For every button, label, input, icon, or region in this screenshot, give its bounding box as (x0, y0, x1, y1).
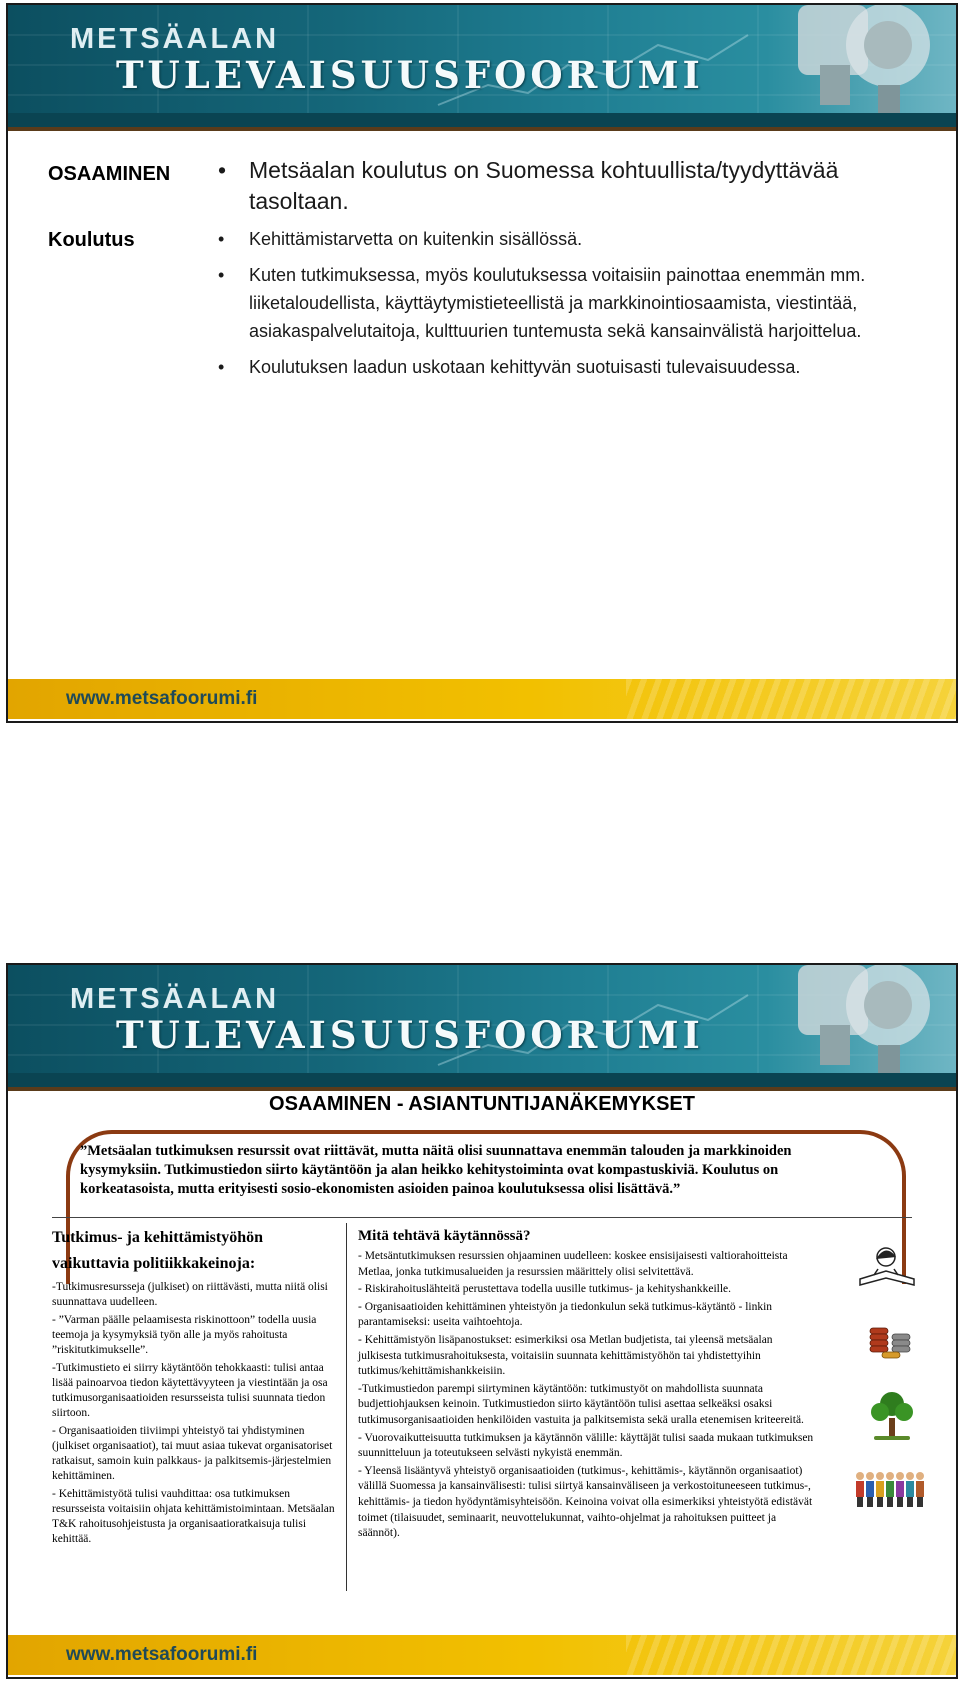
slide-2 (6, 963, 958, 1679)
list-item: - Kehittämistyön lisäpanostukset: esimerkiksi osa Metlan budjetista, tai yleensä metsäalan julkisesta tutkimusrahoituksesta, voitaisiin suunnata kehittämistyöhön tai yhdistettyihin tutkimus/kehittämishankkeisiin. (358, 1333, 773, 1378)
brand-line-2: TULEVAISUUSFOORUMI (116, 53, 704, 97)
list-item: - Vuorovaikutteisuutta tutkimuksen ja käytännön välille: käyttäjät tulisi saada mukaan tutkimuksen suunnitteluun ja toteutukseen selvästi nykyistä enemmän. (358, 1431, 814, 1460)
microscope-icon (798, 5, 930, 115)
header-banner (8, 5, 956, 131)
side-title: OSAAMINEN (48, 163, 171, 185)
slide-title: OSAAMINEN - ASIANTUNTIJANÄKEMYKSET (269, 1093, 695, 1115)
side-subtitle: Koulutus (48, 229, 135, 251)
divider (52, 1217, 912, 1218)
brand-line-1: METSÄALAN (70, 23, 280, 55)
list-item: - Kehittämistyötä tulisi vauhdittaa: osa tutkimuksen resursseista voitaisiin ohjata kehittämistoimintaan. Metsäalan T&K rahoitusohjeistusta ja organisaatioratkaisuja tulisi kehittää. (52, 1488, 335, 1545)
footer-url[interactable]: www.metsafoorumi.fi (66, 1644, 258, 1665)
footer-bar (8, 679, 956, 719)
people-group-icon (854, 1470, 926, 1510)
list-item: - Yleensä lisääntyvä yhteistyö organisaatioiden (tutkimus-, kehittämis-, käytännön organisaatiot) välillä Suomessa ja kansainvälisesti: tulisi siirtyä kansainväliseen ja verkostoituneeseen tutkimus-, kehittämis- ja tiedon hyödyntämisyhteisöön. Keinoina voivat olla esimerkiksi yhteistyötä edistävät toimet (tilaisuudet, seminaarit, neuvottelukunnat, vaihto-ohjelmat ja rahoituksen puitteet ja säännöt). (358, 1464, 813, 1540)
list-item: - Riskirahoituslähteitä perustettava todella uusille tutkimus- ja kehityshankkeille. (358, 1283, 732, 1296)
microscope-icon (798, 965, 930, 1075)
tree-icon (870, 1390, 914, 1442)
left-column (52, 1225, 337, 1547)
list-item: • Kehittämistarvetta on kuitenkin sisällössä. (218, 229, 583, 249)
column-divider (346, 1223, 347, 1591)
bullet-list (208, 155, 938, 389)
brand-line-1: METSÄALAN (70, 983, 280, 1015)
footer-bar (8, 1635, 956, 1675)
footer-url[interactable]: www.metsafoorumi.fi (66, 688, 258, 709)
expert-quote: ”Metsäalan tutkimuksen resurssit ovat riittävät, mutta näitä olisi suunnattava enemmän talouden ja markkinoiden kysymyksiin. Tutkimustiedon siirto käytäntöön ja alan heikko kehitystoiminta ovat kompastuskiviä. Koulutus on korkeatasoista, mutta erityisesti sosio-ekonomisten asioiden painoa koulutuksessa olisi lisättävä.” (80, 1143, 792, 1197)
list-item: - Organisaatioiden tiiviimpi yhteistyö tai yhdistyminen (julkiset organisaatiot), tai muut asiaa tukevat organisatoriset ratkaisut, samoin kuin palkkaus- ja palkitsemis-järjestelmien kehittäminen. (52, 1425, 333, 1482)
slide-1 (6, 3, 958, 723)
list-item: -Tutkimusresursseja (julkiset) on riittävästi, mutta niitä olisi suunnattava uudelleen. (52, 1281, 328, 1308)
left-heading-1: Tutkimus- ja kehittämistyöhön (52, 1229, 264, 1246)
list-item: • Koulutuksen laadun uskotaan kehittyvän suotuisasti tulevaisuudessa. (218, 357, 801, 377)
list-item: - ”Varman päälle pelaamisesta riskinottoon” todella uusia teemoja ja kysymyksiä työn alle ja myös rahoitusta ”riskitutkimukselle”. (52, 1314, 317, 1356)
list-item: -Tutkimustiedon parempi siirtyminen käytäntöön: tutkimustyöt on mahdollista suunnata budjettiohjauksen keinoin. Tutkimustiedon siirto käytäntöön tulisi asettaa selkeäksi osaksi tutkimusorganisaatioiden henkilöiden vastuita ja palkitsemista sekä uralla etenemisen kriteereitä. (358, 1382, 804, 1426)
right-heading: Mitä tehtävä käytännössä? (358, 1228, 531, 1244)
list-item: • Metsäalan koulutus on Suomessa kohtuullista/tyydyttävää tasoltaan. (218, 157, 839, 214)
right-column (358, 1225, 818, 1542)
header-banner (8, 965, 956, 1091)
left-heading-2: vaikuttavia politiikkakeinoja: (52, 1255, 256, 1272)
list-item: -Tutkimustieto ei siirry käytäntöön tehokkaasti: tulisi antaa lisää painoarvoa tiedon käytettävyyteen ja viestintään ja osa tutkimusorganisaatioiden resursseista tulisi suunnata tiedon siirtoon. (52, 1362, 328, 1419)
list-item: - Organisaatioiden kehittäminen yhteistyön ja tiedonkulun sekä tutkimus-käytäntö - linkin parantamiseksi: useita vaihtoehtoja. (358, 1300, 773, 1329)
reading-person-icon (856, 1245, 918, 1289)
list-item: • Kuten tutkimuksessa, myös koulutuksessa voitaisiin painottaa enemmän mm. liiketaloudellista, käyttäytymistieteellistä ja markkinointiosaamista, viestintää, asiakaspalvelutaitoja, kulttuurien tuntemusta sekä kansainvälistä harjoittelua. (218, 265, 866, 341)
list-item: - Metsäntutkimuksen resurssien ohjaaminen uudelleen: koskee ensisijaisesti valtiorahoitteista Metlaa, jonka tutkimusalueiden ja resurssien määrittely olisi selvitettävä. (358, 1250, 788, 1278)
brand-line-2: TULEVAISUUSFOORUMI (116, 1013, 704, 1057)
coin-stacks-icon (866, 1322, 918, 1362)
